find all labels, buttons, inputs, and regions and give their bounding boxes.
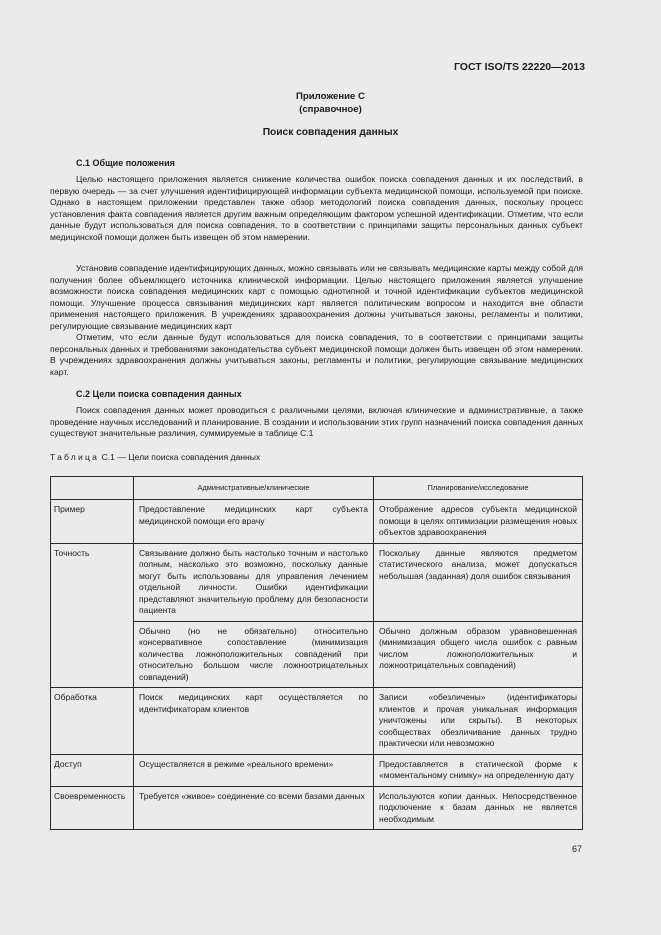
cell-plan: Отображение адресов субъекта медицинской помощи в целях оптимизации размещения новых объектов здравоохранения: [374, 500, 583, 544]
cell-admin: Связывание должно быть настолько точным и настолько полным, насколько это возможно, поскольку данные могут быть использованы для управления лечением отдельной личности. Ошибки идентификации представляют значительную проблему для безопасности пациента: [134, 543, 374, 621]
header-cell-admin: Административные/клинические: [134, 477, 374, 500]
cell-admin: Обычно (но не обязательно) относительно консервативное сопоставление (минимизация количества ложноположительных совпадений при относительно большом числе ложноотрицательных совпадений): [134, 621, 374, 688]
header-cell-plan: Планирование/исследование: [374, 477, 583, 500]
table-caption-text: — Цели поиска совпадения данных: [117, 452, 261, 462]
table-caption-number: С.1: [101, 452, 115, 462]
header-cell-empty: [51, 477, 134, 500]
table-row: [51, 754, 583, 786]
row-label: Своевременность: [51, 786, 134, 830]
table-row: [51, 543, 583, 621]
appendix-note: (справочное): [299, 104, 362, 115]
table-header-row: [51, 477, 583, 500]
row-label: Точность: [51, 543, 134, 621]
table-row: [51, 500, 583, 544]
cell-plan: Обычно должным образом уравновешенная (минимизация общего числа ошибок с равным числом ложноположительных и ложноотрицательных совпадений): [374, 621, 583, 688]
goals-table: [50, 476, 583, 830]
table-caption: [50, 452, 260, 462]
paragraph-c1-1: Целью настоящего приложения является снижение количества ошибок поиска совпадения данных и их последствий, в первую очередь — за счет улучшения идентифицирующей информации субъекта медицинской помощи, используемой при поиске. Однако в настоящем приложении представлен также обзор методологий поиска совпадения данных, поскольку процесс установления факта совпадения является другим важным определяющим фактором успешной идентификации. Отметим, что если данные будут использоваться для поиска совпадения, то в соответствии с принципами защиты персональных данных субъект медицинской помощи должен быть извещен об этом намерении.: [50, 174, 583, 242]
table-row: [51, 621, 583, 688]
cell-admin: Поиск медицинских карт осуществляется по идентификаторам клиентов: [134, 688, 374, 755]
table-caption-prefix: Таблица: [50, 452, 100, 462]
cell-plan: Используются копии данных. Непосредственное подключение к базам данных не является необходимым: [374, 786, 583, 830]
cell-admin: Требуется «живое» соединение со всеми базами данных: [134, 786, 374, 830]
document-title: Поиск совпадения данных: [262, 127, 399, 138]
section-heading-c2: С.2 Цели поиска совпадения данных: [76, 389, 242, 399]
appendix-title: Приложение С: [296, 91, 365, 102]
paragraph-c2-1: Поиск совпадения данных может проводиться с различными целями, включая клинические и административные, а также проведение научных исследований и планирование. В создании и использовании этих групп назначений поиска совпадения данных существуют значительные различия, суммируемые в таблице С.1: [50, 405, 583, 439]
row-label: [51, 621, 134, 688]
cell-admin: Осуществляется в режиме «реального времени»: [134, 754, 374, 786]
paragraph-c1-2: Установив совпадение идентифицирующих данных, можно связывать или не связывать медицинские карты между собой для получения более объемлющего источника клинической информации. Целью настоящего приложения является улучшение возможности поиска совпадения медицинских карт с помощью однотипной и точной идентификации субъектов медицинской помощи. Улучшение процесса связывания медицинских карт является политическим вопросом и находится вне области применения настоящего приложения. В учреждениях здравоохранения должны учитываться законы, регламенты и политики, регулирующие связывание медицинских карт: [50, 263, 583, 331]
row-label: Обработка: [51, 688, 134, 755]
section-heading-c1: С.1 Общие положения: [76, 158, 175, 168]
paragraph-c1-3: Отметим, что если данные будут использоваться для поиска совпадения, то в соответствии с принципами защиты персональных данных и требованиями законодательства субъект медицинской помощи должен быть извещен об этом намерении. В учреждениях здравоохранения должны учитываться законы, регламенты и политики, регулирующие связывание медицинских карт.: [50, 332, 583, 377]
cell-admin: Предоставление медицинских карт субъекта медицинской помощи его врачу: [134, 500, 374, 544]
table-row: [51, 688, 583, 755]
cell-plan: Поскольку данные являются предметом статистического анализа, может допускаться небольшая (заданная) доля ошибок связывания: [374, 543, 583, 621]
cell-plan: Предоставляется в статической форме к «моментальному снимку» на определенную дату: [374, 754, 583, 786]
table-row: [51, 786, 583, 830]
standard-code: ГОСТ ISO/TS 22220—2013: [453, 61, 585, 73]
row-label: Доступ: [51, 754, 134, 786]
cell-plan: Записи «обезличены» (идентификаторы клиентов и прочая уникальная информация уничтожены или скрыты). В некоторых сообществах обезличивание данных трудно практически или невозможно: [374, 688, 583, 755]
row-label: Пример: [51, 500, 134, 544]
page-number: 67: [571, 844, 582, 854]
